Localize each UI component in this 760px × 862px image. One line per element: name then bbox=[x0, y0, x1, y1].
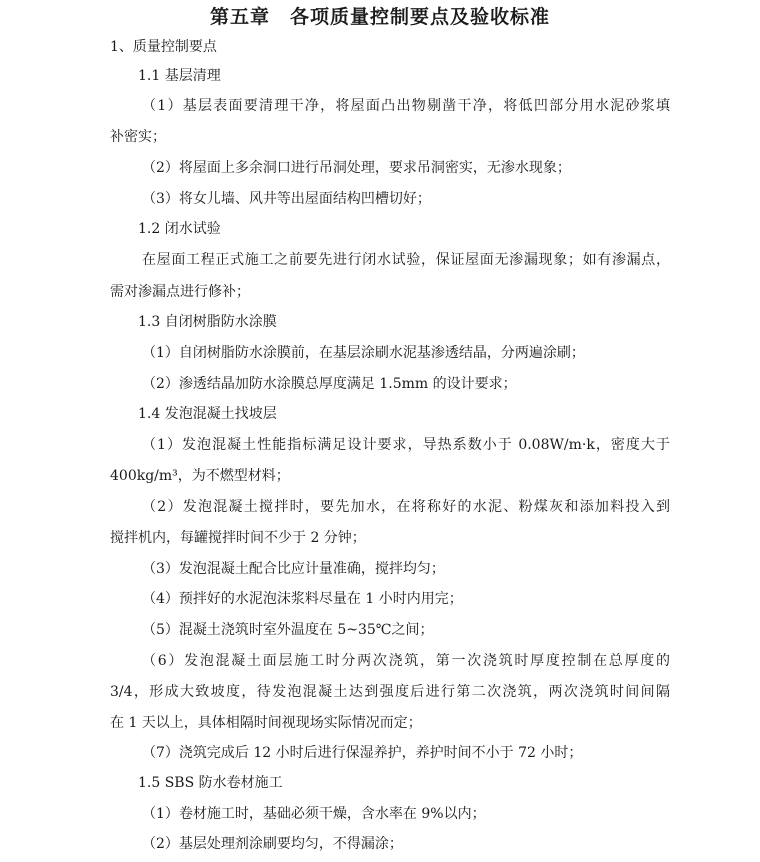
paragraph-line: （4）预拌好的水泥泡沫浆料尽量在 1 小时内用完； bbox=[142, 591, 463, 607]
subsection-heading: 1.1 基层清理 bbox=[138, 68, 221, 84]
subsection-heading: 1.2 闭水试验 bbox=[138, 221, 221, 237]
paragraph-line: （2）渗透结晶加防水涂膜总厚度满足 1.5mm 的设计要求； bbox=[142, 376, 517, 392]
paragraph-line: （6）发泡混凝土面层施工时分两次浇筑，第一次浇筑时厚度控制在总厚度的 bbox=[142, 653, 670, 669]
paragraph-line: （1）基层表面要清理干净，将屋面凸出物剔凿干净，将低凹部分用水泥砂浆填 bbox=[142, 98, 670, 114]
paragraph-line: 在屋面工程正式施工之前要先进行闭水试验，保证屋面无渗漏现象；如有渗漏点， bbox=[142, 252, 670, 268]
chapter-title: 第五章 各项质量控制要点及验收标准 bbox=[209, 6, 550, 28]
subsection-heading: 1.3 自闭树脂防水涂膜 bbox=[138, 314, 277, 330]
paragraph-line: （1）发泡混凝土性能指标满足设计要求，导热系数小于 0.08W/m·k，密度大于 bbox=[142, 437, 670, 453]
paragraph-line: 3/4，形成大致坡度，待发泡混凝土达到强度后进行第二次浇筑，两次浇筑时间间隔 bbox=[110, 684, 670, 700]
section-heading: 1、质量控制要点 bbox=[110, 39, 217, 55]
paragraph-line: （2）基层处理剂涂刷要均匀，不得漏涂； bbox=[142, 836, 403, 852]
subsection-heading: 1.4 发泡混凝土找坡层 bbox=[138, 406, 277, 422]
paragraph-line: （2）将屋面上多余洞口进行吊洞处理，要求吊洞密实，无渗水现象； bbox=[142, 160, 571, 176]
paragraph-line: 需对渗漏点进行修补； bbox=[110, 284, 250, 300]
paragraph-line: （7）浇筑完成后 12 小时后进行保湿养护，养护时间不小于 72 小时； bbox=[142, 745, 583, 761]
paragraph-line: 400kg/m³，为不燃型材料； bbox=[110, 468, 290, 484]
paragraph-line: （5）混凝土浇筑时室外温度在 5~35℃之间； bbox=[142, 622, 434, 638]
subsection-heading: 1.5 SBS 防水卷材施工 bbox=[138, 775, 283, 791]
paragraph-line: 在 1 天以上，具体相隔时间视现场实际情况而定； bbox=[110, 715, 422, 731]
paragraph-line: 补密实； bbox=[110, 129, 166, 145]
paragraph-line: （3）将女儿墙、风井等出屋面结构凹槽切好； bbox=[142, 191, 431, 207]
paragraph-line: （3）发泡混凝土配合比应计量准确，搅拌均匀； bbox=[142, 561, 445, 577]
paragraph-line: 搅拌机内，每罐搅拌时间不少于 2 分钟； bbox=[110, 530, 366, 546]
paragraph-line: （1）自闭树脂防水涂膜前，在基层涂刷水泥基渗透结晶，分两遍涂刷； bbox=[142, 345, 585, 361]
paragraph-line: （2）发泡混凝土搅拌时，要先加水，在将称好的水泥、粉煤灰和添加料投入到 bbox=[142, 499, 670, 515]
paragraph-line: （1）卷材施工时，基础必须干燥，含水率在 9%以内； bbox=[142, 806, 486, 822]
